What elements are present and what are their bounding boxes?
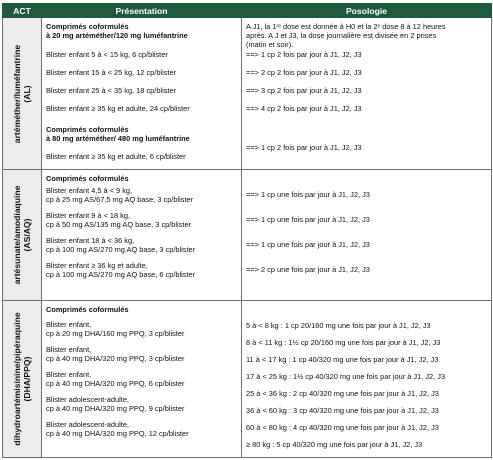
presentation-cell-al: [42, 18, 242, 170]
presentation-title: Comprimés coformulés: [46, 125, 129, 134]
posologie-cell-dhappq: [242, 301, 492, 458]
presentation-blister-detail: cp à 100 mg AS/270 mg AQ base, 6 cp/blister: [46, 270, 196, 279]
posologie-dose: 5 à < 8 kg : 1 cp 20/160 mg une fois par jour à J1, J2, J3: [246, 321, 431, 330]
posologie-dose: ==> 3 cp 2 fois par jour à J1, J2, J3: [246, 86, 362, 95]
presentation-blister: Blister adolescent-adulte,: [46, 395, 129, 404]
treatment-table: [2, 3, 492, 458]
presentation-blister: Blister enfant 18 à < 36 kg,: [46, 236, 135, 245]
presentation-blister: Blister enfant 4,5 à < 9 kg,: [46, 186, 133, 195]
header-posologie: Posologie: [242, 4, 492, 18]
presentation-blister-detail: cp à 100 mg AS/270 mg AQ base, 3 cp/blister: [46, 245, 196, 254]
table-row-asaq: [3, 170, 492, 301]
presentation-blister: Blister enfant 25 à < 35 kg, 18 cp/blister: [46, 86, 177, 95]
posologie-dose: ==> 1 cp une fois par jour à J1, J2, J3: [246, 215, 370, 224]
posologie-dose: 17 à < 25 kg : 1½ cp 40/320 mg une fois par jour à J1, J2, J3: [246, 372, 446, 381]
act-name: artésunate/amodiaquine: [12, 185, 22, 285]
presentation-blister: Blister enfant ≥ 36 kg et adulte,: [46, 261, 148, 270]
presentation-dose: à 80 mg artéméther/ 480 mg luméfantrine: [46, 134, 190, 143]
act-cell-dhappq: [3, 301, 42, 458]
presentation-blister: Blister enfant,: [46, 345, 92, 354]
header-act: ACT: [3, 4, 42, 18]
posologie-dose: 36 à < 60 kg : 3 cp 40/320 mg une fois par jour à J1, J2, J3: [246, 406, 439, 415]
presentation-blister-detail: cp à 40 mg DHA/320 mg PPQ, 6 cp/blister: [46, 379, 185, 388]
presentation-blister: Blister enfant ≥ 35 kg et adulte, 24 cp/blister: [46, 104, 190, 113]
act-name: dihydroartémisinine/pipéraquine: [12, 312, 22, 446]
presentation-blister-detail: cp à 40 mg DHA/320 mg PPQ, 3 cp/blister: [46, 354, 185, 363]
table-row-dhappq: [3, 301, 492, 458]
presentation-blister-detail: cp à 50 mg AS/135 mg AQ base, 3 cp/blister: [46, 220, 192, 229]
act-cell-al: [3, 18, 42, 170]
act-abbrev: (AS/AQ): [22, 218, 32, 252]
presentation-dose: à 20 mg artéméther/120 mg luméfantrine: [46, 31, 188, 40]
act-label-dhappq: [12, 312, 32, 445]
posologie-dose: ==> 1 cp une fois par jour à J1, J2, J3: [246, 240, 370, 249]
posologie-dose: ==> 2 cp 2 fois par jour à J1, J2, J3: [246, 68, 362, 77]
posologie-dose: ≥ 80 kg : 5 cp 40/320 mg une fois par jour à J1, J2, J3: [246, 440, 423, 449]
posologie-dose: ==> 2 cp une fois par jour à J1, J2, J3: [246, 265, 370, 274]
presentation-blister: Blister enfant,: [46, 370, 92, 379]
presentation-blister-detail: cp à 40 mg DHA/320 mg PPQ, 9 cp/blister: [46, 404, 185, 413]
presentation-blister: Blister enfant 9 à < 18 kg,: [46, 211, 131, 220]
posologie-dose: ==> 1 cp une fois par jour à J1, J2, J3: [246, 190, 370, 199]
act-label-al: [12, 44, 32, 142]
posologie-intro: A J1, la 1ʳᵉ dose est donnée à H0 et la 2ᵉ dose 8 à 12 heures: [246, 22, 446, 31]
header-presentation: Présentation: [42, 4, 242, 18]
posologie-dose: 25 à < 36 kg : 2 cp 40/320 mg une fois par jour à J1, J2, J3: [246, 389, 439, 398]
presentation-blister-detail: cp à 20 mg DHA/160 mg PPQ, 3 cp/blister: [46, 329, 185, 338]
presentation-blister: Blister enfant ≥ 35 kg et adulte, 6 cp/blister: [46, 152, 186, 161]
posologie-cell-asaq: [242, 170, 492, 301]
posologie-dose: ==> 1 cp 2 fois par jour à J1, J2, J3: [246, 50, 362, 59]
presentation-cell-asaq: [42, 170, 242, 301]
presentation-blister: Blister enfant,: [46, 320, 92, 329]
act-label-asaq: [12, 186, 32, 285]
posologie-intro: (matin et soir).: [246, 40, 294, 49]
presentation-blister: Blister enfant 5 à < 15 kg, 6 cp/blister: [46, 50, 168, 59]
act-name: artéméther/luméfantrine: [12, 44, 22, 143]
presentation-cell-dhappq: [42, 301, 242, 458]
presentation-title: Comprimés coformulés: [46, 174, 129, 183]
table-row-al: [3, 18, 492, 170]
presentation-blister-detail: cp à 40 mg DHA/320 mg PPQ, 12 cp/blister: [46, 429, 189, 438]
presentation-blister-detail: cp à 25 mg AS/67,5 mg AQ base, 3 cp/blister: [46, 195, 194, 204]
act-abbrev: (DHA/PPQ): [22, 356, 32, 402]
act-abbrev: (AL): [22, 84, 32, 103]
presentation-blister: Blister enfant 15 à < 25 kg, 12 cp/blister: [46, 68, 177, 77]
posologie-cell-al: [242, 18, 492, 170]
posologie-intro: après. A J et J3, la dose journalière est divisée en 2 prises: [246, 31, 437, 40]
posologie-dose: 8 à < 11 kg : 1½ cp 20/160 mg une fois par jour à J1, J2, J3: [246, 338, 441, 347]
presentation-title: Comprimés coformulés: [46, 22, 129, 31]
posologie-dose: ==> 1 cp 2 fois par jour à J1, J2, J3: [246, 143, 362, 152]
posologie-dose: 60 à < 80 kg : 4 cp 40/320 mg une fois par jour à J1, J2, J3: [246, 423, 439, 432]
act-cell-asaq: [3, 170, 42, 301]
posologie-dose: 11 à < 17 kg : 1 cp 40/320 mg une fois par jour à J1, J2, J3: [246, 355, 439, 364]
presentation-title: Comprimés coformulés: [46, 305, 129, 314]
table-header-row: [3, 4, 492, 18]
posologie-dose: ==> 4 cp 2 fois par jour à J1, J2, J3: [246, 104, 362, 113]
presentation-blister: Blister adolescent-adulte,: [46, 420, 129, 429]
